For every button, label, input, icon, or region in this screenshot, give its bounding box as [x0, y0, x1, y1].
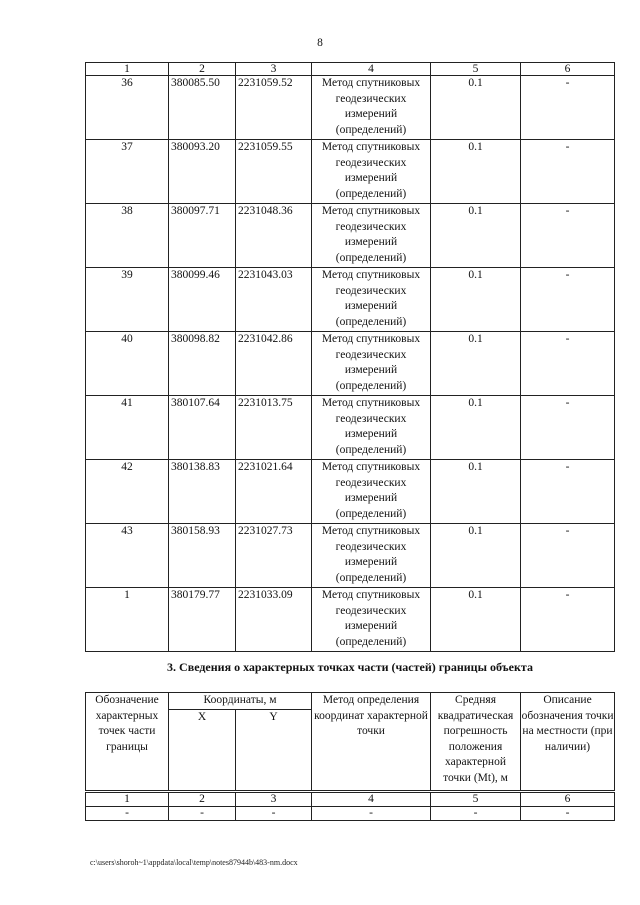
- table-row: [86, 76, 615, 140]
- empty-cell: -: [236, 806, 312, 820]
- accuracy-cell: 0.1: [431, 588, 521, 652]
- point-number-cell: 39: [86, 268, 169, 332]
- coordinate-y-cell: 2231042.86: [236, 332, 312, 396]
- table-row: [86, 396, 615, 460]
- coordinate-x-cell: 380093.20: [169, 140, 236, 204]
- accuracy-cell: 0.1: [431, 204, 521, 268]
- part-boundary-points-table: [85, 692, 615, 821]
- description-cell: -: [521, 524, 615, 588]
- coordinate-y-cell: 2231043.03: [236, 268, 312, 332]
- empty-cell: -: [431, 806, 521, 820]
- column-number: 3: [236, 63, 312, 76]
- method-cell: Метод спутниковых геодезических измерений (определений): [312, 76, 431, 140]
- coordinate-x-cell: 380158.93: [169, 524, 236, 588]
- method-cell: Метод спутниковых геодезических измерений (определений): [312, 460, 431, 524]
- table-row: [86, 204, 615, 268]
- coordinate-y-cell: 2231021.64: [236, 460, 312, 524]
- table-row: [86, 140, 615, 204]
- description-cell: -: [521, 396, 615, 460]
- coordinate-y-cell: 2231027.73: [236, 524, 312, 588]
- column-number: 5: [431, 791, 521, 806]
- coordinate-x-cell: 380179.77: [169, 588, 236, 652]
- column-number: 1: [86, 63, 169, 76]
- description-cell: -: [521, 332, 615, 396]
- coordinate-x-cell: 380107.64: [169, 396, 236, 460]
- table-row: [86, 332, 615, 396]
- column-number: 2: [169, 791, 236, 806]
- table-row: [86, 460, 615, 524]
- coordinate-y-cell: 2231033.09: [236, 588, 312, 652]
- accuracy-cell: 0.1: [431, 76, 521, 140]
- coordinate-y-cell: 2231059.52: [236, 76, 312, 140]
- coordinate-x-cell: 380099.46: [169, 268, 236, 332]
- header-accuracy: Средняя квадратическая погрешность положения характерной точки (Mt), м: [431, 693, 521, 792]
- accuracy-cell: 0.1: [431, 140, 521, 204]
- empty-cell: -: [86, 806, 169, 820]
- coordinate-y-cell: 2231048.36: [236, 204, 312, 268]
- description-cell: -: [521, 76, 615, 140]
- table-row: [86, 588, 615, 652]
- method-cell: Метод спутниковых геодезических измерений (определений): [312, 332, 431, 396]
- accuracy-cell: 0.1: [431, 524, 521, 588]
- column-number: 6: [521, 63, 615, 76]
- point-number-cell: 36: [86, 76, 169, 140]
- accuracy-cell: 0.1: [431, 460, 521, 524]
- column-number-row: [86, 63, 615, 76]
- boundary-points-table: [85, 62, 615, 652]
- footer-file-path: c:\users\shoroh~1\appdata\local\temp\notes87944b\483-nm.docx: [90, 858, 298, 867]
- column-number: 1: [86, 791, 169, 806]
- empty-data-row: [86, 806, 615, 820]
- point-number-cell: 40: [86, 332, 169, 396]
- column-number-row: [86, 791, 615, 806]
- boundary-points-body: [86, 76, 615, 652]
- description-cell: -: [521, 204, 615, 268]
- table-row: [86, 524, 615, 588]
- header-row: [86, 693, 615, 710]
- table-row: [86, 268, 615, 332]
- method-cell: Метод спутниковых геодезических измерений (определений): [312, 524, 431, 588]
- coordinate-x-cell: 380138.83: [169, 460, 236, 524]
- header-point-designation: Обозначение характерных точек части границы: [86, 693, 169, 792]
- point-number-cell: 43: [86, 524, 169, 588]
- coordinate-y-cell: 2231013.75: [236, 396, 312, 460]
- description-cell: -: [521, 140, 615, 204]
- column-number: 4: [312, 63, 431, 76]
- coordinate-y-cell: 2231059.55: [236, 140, 312, 204]
- column-number: 5: [431, 63, 521, 76]
- coordinate-x-cell: 380097.71: [169, 204, 236, 268]
- coordinate-x-cell: 380085.50: [169, 76, 236, 140]
- accuracy-cell: 0.1: [431, 332, 521, 396]
- header-coordinates: Координаты, м: [169, 693, 312, 710]
- column-number: 6: [521, 791, 615, 806]
- point-number-cell: 38: [86, 204, 169, 268]
- header-description: Описание обозначения точки на местности (при наличии): [521, 693, 615, 792]
- column-number: 3: [236, 791, 312, 806]
- method-cell: Метод спутниковых геодезических измерений (определений): [312, 396, 431, 460]
- section-heading: 3. Сведения о характерных точках части (частей) границы объекта: [167, 660, 533, 674]
- header-y: Y: [236, 709, 312, 791]
- description-cell: -: [521, 460, 615, 524]
- coordinate-x-cell: 380098.82: [169, 332, 236, 396]
- method-cell: Метод спутниковых геодезических измерений (определений): [312, 204, 431, 268]
- header-method: Метод определения координат характерной точки: [312, 693, 431, 792]
- method-cell: Метод спутниковых геодезических измерений (определений): [312, 140, 431, 204]
- method-cell: Метод спутниковых геодезических измерений (определений): [312, 588, 431, 652]
- accuracy-cell: 0.1: [431, 268, 521, 332]
- empty-cell: -: [312, 806, 431, 820]
- description-cell: -: [521, 588, 615, 652]
- point-number-cell: 1: [86, 588, 169, 652]
- point-number-cell: 42: [86, 460, 169, 524]
- empty-cell: -: [169, 806, 236, 820]
- accuracy-cell: 0.1: [431, 396, 521, 460]
- column-number: 2: [169, 63, 236, 76]
- description-cell: -: [521, 268, 615, 332]
- point-number-cell: 37: [86, 140, 169, 204]
- empty-cell: -: [521, 806, 615, 820]
- point-number-cell: 41: [86, 396, 169, 460]
- header-x: X: [169, 709, 236, 791]
- page-number: 8: [317, 37, 323, 49]
- column-number: 4: [312, 791, 431, 806]
- method-cell: Метод спутниковых геодезических измерений (определений): [312, 268, 431, 332]
